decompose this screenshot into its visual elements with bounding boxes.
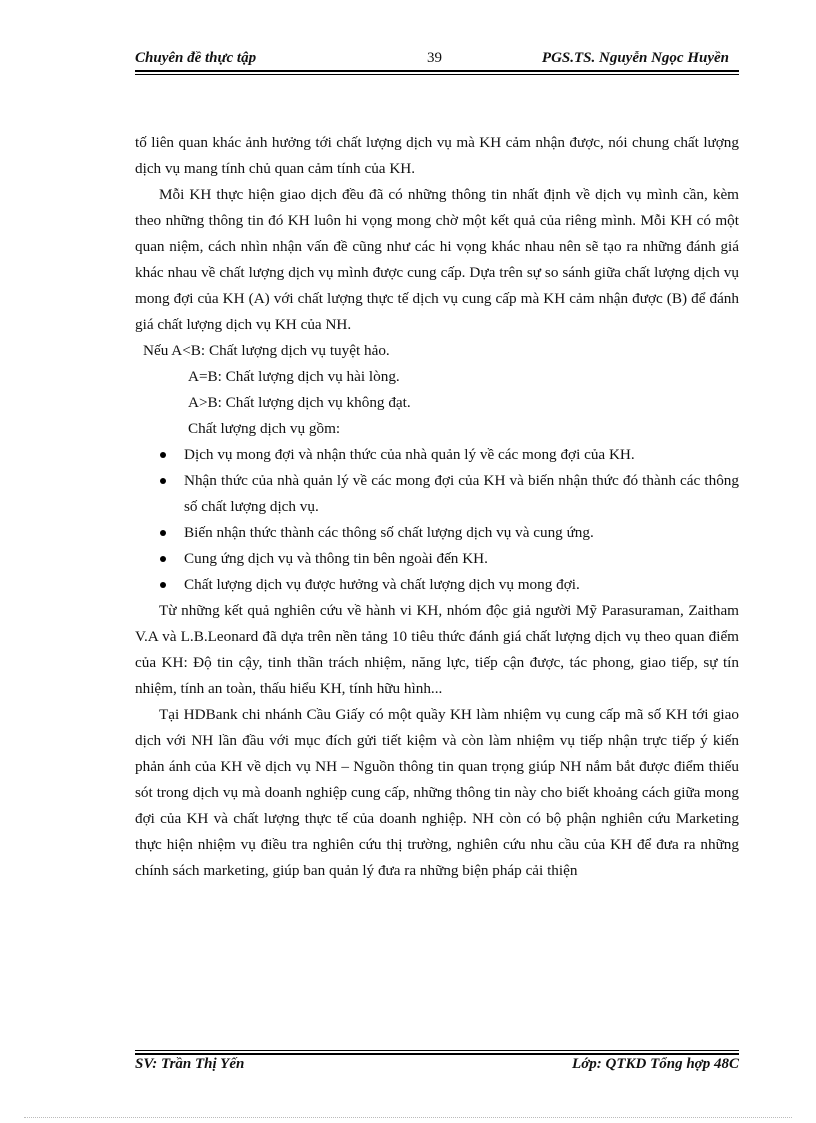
quality-list — [135, 442, 739, 598]
paragraph-1: tố liên quan khác ảnh hưởng tới chất lượng dịch vụ mà KH cảm nhận được, nói chung chất lượng dịch vụ mang tính chủ quan cảm tính của KH. — [135, 134, 739, 177]
header-author: PGS.TS. Nguyễn Ngọc Huyền — [541, 50, 729, 66]
paragraph-2: Mỗi KH thực hiện giao dịch đều đã có những thông tin nhất định về dịch vụ mình cần, kèm theo những thông tin đó KH luôn hi vọng mong chờ một kết quả của riêng mình. Mỗi KH có một quan niệm, cách nhìn nhận vấn đề cũng như các hi vọng khác nhau nên sẽ tạo ra những đánh giá khác nhau về chất lượng dịch vụ mình được cung cấp. Dựa trên sự so sánh giữa chất lượng dịch vụ mong đợi của KH (A) với chất lượng thực tế dịch vụ cung cấp mà KH cảm nhận được (B) để đánh giá chất lượng dịch vụ KH của NH. — [135, 186, 739, 333]
bullet-icon — [160, 582, 166, 588]
paragraph-3: Từ những kết quả nghiên cứu về hành vi KH, nhóm độc giả người Mỹ Parasuraman, Zaitham V.A và L.B.Leonard đã dựa trên nền tảng 10 tiêu thức đánh giá chất lượng dịch vụ theo quan điểm của KH: Độ tin cậy, tinh thần trách nhiệm, năng lực, tiếp cận được, tác phong, giao tiếp, sự tín nhiệm, tính an toàn, thấu hiểu KH, tính hữu hình... — [135, 602, 739, 697]
bullet-icon — [160, 556, 166, 562]
document-body — [135, 130, 739, 884]
header-divider — [135, 70, 739, 75]
page-footer — [135, 1056, 739, 1078]
list-item: Nhận thức của nhà quản lý về các mong đợi của KH và biến nhận thức đó thành các thông số chất lượng dịch vụ. — [135, 468, 739, 520]
page-number: 39 — [427, 50, 442, 66]
page-edge — [24, 1117, 792, 1118]
list-item: Cung ứng dịch vụ và thông tin bên ngoài đến KH. — [135, 546, 739, 572]
comparison-line-1: Nếu A<B: Chất lượng dịch vụ tuyệt hảo. — [143, 342, 390, 359]
header-title: Chuyên đề thực tập — [135, 50, 257, 66]
footer-class: Lớp: QTKD Tổng hợp 48C — [572, 1056, 739, 1072]
bullet-icon — [160, 452, 166, 458]
list-item: Biến nhận thức thành các thông số chất lượng dịch vụ và cung ứng. — [135, 520, 739, 546]
list-item: Dịch vụ mong đợi và nhận thức của nhà quản lý về các mong đợi của KH. — [135, 442, 739, 468]
paragraph-4: Tại HDBank chi nhánh Cầu Giấy có một quầy KH làm nhiệm vụ cung cấp mã số KH tới giao dịch với NH lần đầu với mục đích gửi tiết kiệm và còn làm nhiệm vụ tiếp nhận trực tiếp ý kiến phản ánh của KH về dịch vụ NH – Nguồn thông tin quan trọng giúp NH nắm bắt được điểm thiếu sót trong dịch vụ mà doanh nghiệp cung cấp, những thông tin này cho biết khoảng cách giữa mong đợi của KH và chất lượng thực tế của doanh nghiệp. NH còn có bộ phận nghiên cứu Marketing thực hiện nhiệm vụ điều tra nghiên cứu thị trường, nghiên cứu nhu cầu của KH để đưa ra những chính sách marketing, giúp ban quản lý đưa ra những biện pháp cải thiện — [135, 706, 739, 879]
bullet-icon — [160, 478, 166, 484]
comparison-line-3: A>B: Chất lượng dịch vụ không đạt. — [188, 394, 411, 411]
page-header — [135, 48, 739, 70]
comparison-line-2: A=B: Chất lượng dịch vụ hài lòng. — [188, 368, 400, 385]
list-item: Chất lượng dịch vụ được hưởng và chất lượng dịch vụ mong đợi. — [135, 572, 739, 598]
bullet-icon — [160, 530, 166, 536]
footer-divider — [135, 1050, 739, 1055]
footer-student: SV: Trần Thị Yến — [135, 1056, 245, 1072]
quality-intro: Chất lượng dịch vụ gồm: — [188, 420, 341, 437]
